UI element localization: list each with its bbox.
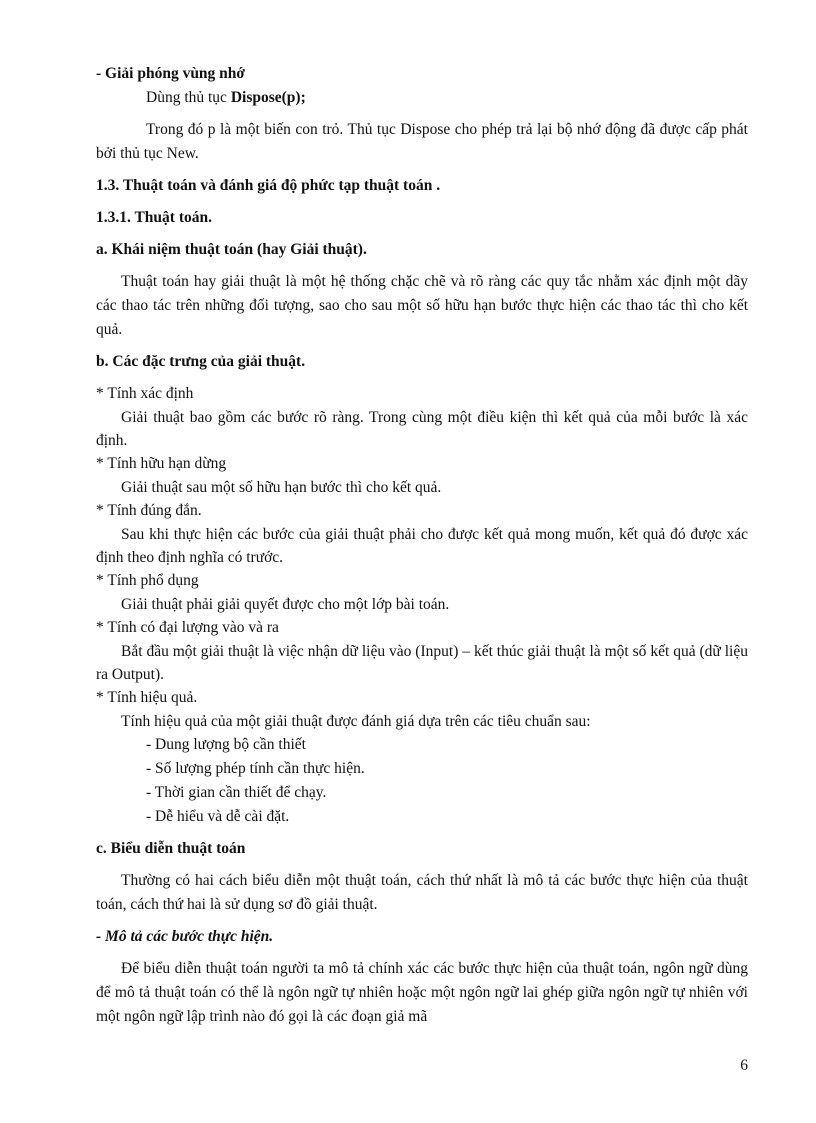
trait-text: Sau khi thực hiện các bước của giải thuật phải cho được kết quả mong muốn, kết quả đó được xác định theo định nghĩa có trước. [96, 526, 748, 566]
trait-title: * Tính hữu hạn dừng [96, 455, 227, 472]
trait-title: * Tính có đại lượng vào và ra [96, 619, 279, 636]
trait-text: Giải thuật bao gồm các bước rõ ràng. Trong cùng một điều kiện thì kết quả của mỗi bước là xác định. [96, 409, 748, 449]
trait-title: * Tính xác định [96, 385, 194, 402]
trait-title: * Tính đúng đắn. [96, 502, 202, 519]
trait-title: * Tính phổ dụng [96, 572, 199, 589]
dispose-usage-prefix: Dùng thủ tục [146, 89, 231, 106]
criteria-item: - Dễ hiểu và dễ cài đặt. [146, 808, 290, 825]
dispose-usage [96, 86, 748, 110]
trait-text: Bắt đầu một giải thuật là việc nhận dữ liệu vào (Input) – kết thúc giải thuật là một số kết quả (dữ liệu ra Output). [96, 643, 748, 683]
heading-free-memory: - Giải phóng vùng nhớ [96, 65, 246, 82]
heading-b: b. Các đặc trưng của giải thuật. [96, 353, 306, 370]
paragraph-steps: Để biểu diễn thuật toán người ta mô tả chính xác các bước thực hiện của thuật toán, ngôn ngữ dùng để mô tả thuật toán có thể là ngôn ngữ tự nhiên hoặc một ngôn ngữ lai ghép giữa ngôn ngữ tự nhiên với một ngôn ngữ lập trình nào đó gọi là các đoạn giả mã [96, 960, 748, 1025]
criteria-item: - Số lượng phép tính cần thực hiện. [146, 760, 365, 777]
paragraph-c: Thường có hai cách biểu diễn một thuật toán, cách thứ nhất là mô tả các bước thực hiện của thuật toán, cách thứ hai là sử dụng sơ đồ giải thuật. [96, 872, 748, 913]
page-number: 6 [740, 1057, 748, 1074]
heading-a: a. Khái niệm thuật toán (hay Giải thuật). [96, 241, 367, 258]
trait-text: Giải thuật phải giải quyết được cho một lớp bài toán. [121, 596, 450, 613]
paragraph-a: Thuật toán hay giải thuật là một hệ thống chặc chẽ và rõ ràng các quy tắc nhằm xác định một dãy các thao tác trên những đối tượng, sao cho sau một số hữu hạn bước thực hiện các thao tác thì cho kết quả. [96, 273, 748, 338]
subheading-steps: - Mô tả các bước thực hiện. [96, 928, 274, 945]
trait-title: * Tính hiệu quả. [96, 689, 198, 706]
criteria-item: - Dung lượng bộ cần thiết [146, 736, 306, 753]
dispose-usage-code: Dispose(p); [230, 89, 306, 106]
document-page [96, 62, 748, 1029]
dispose-paragraph: Trong đó p là một biến con trỏ. Thủ tục Dispose cho phép trả lại bộ nhớ động đã được cấp phát bởi thủ tục New. [96, 121, 748, 162]
trait-text: Giải thuật sau một số hữu hạn bước thì cho kết quả. [121, 479, 442, 496]
heading-1-3: 1.3. Thuật toán và đánh giá độ phức tạp thuật toán . [96, 177, 441, 194]
heading-c: c. Biểu diễn thuật toán [96, 840, 246, 857]
criteria-item: - Thời gian cần thiết để chạy. [146, 784, 327, 801]
heading-1-3-1: 1.3.1. Thuật toán. [96, 209, 212, 226]
trait-text: Tính hiệu quả của một giải thuật được đánh giá dựa trên các tiêu chuẩn sau: [121, 713, 591, 730]
